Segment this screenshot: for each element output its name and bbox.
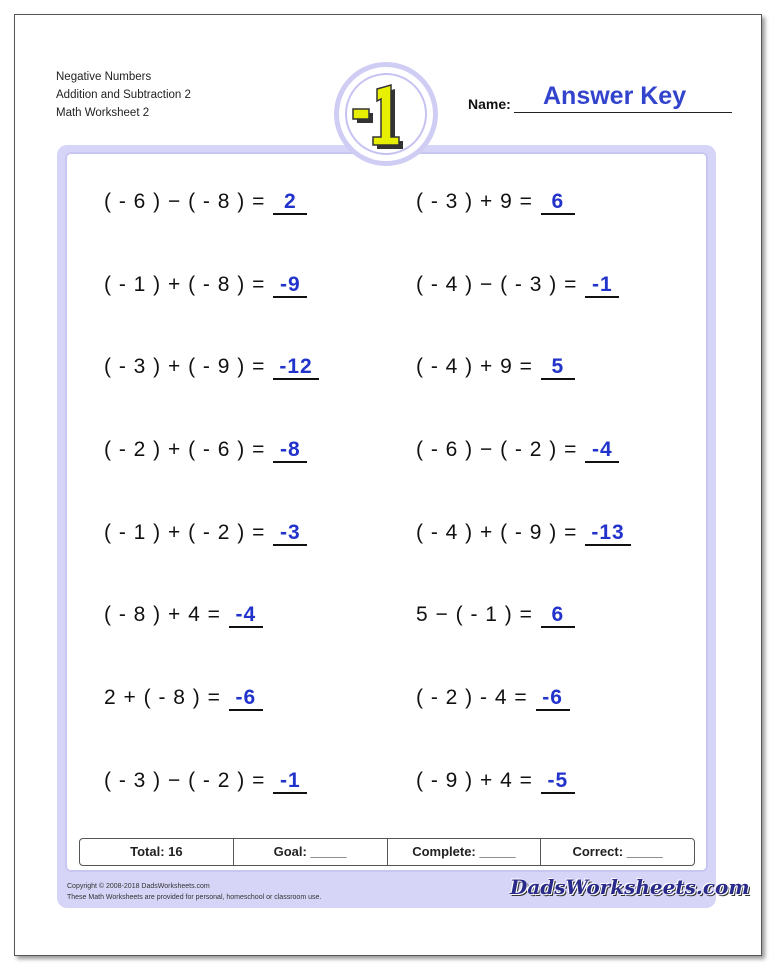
problem-expression: ( - 8 ) + 4 = <box>104 603 221 626</box>
name-value: Answer Key <box>543 82 687 110</box>
problem-expression: ( - 6 ) − ( - 2 ) = <box>416 438 578 461</box>
problem-expression: ( - 9 ) + 4 = <box>416 769 533 792</box>
answer-field[interactable]: -4 <box>585 439 619 463</box>
problem-expression: ( - 1 ) + ( - 2 ) = <box>104 521 266 544</box>
answer-field[interactable]: -3 <box>273 522 307 546</box>
problem-expression: ( - 1 ) + ( - 8 ) = <box>104 273 266 296</box>
problem <box>416 769 575 794</box>
problem <box>416 355 575 380</box>
problem <box>104 355 319 380</box>
correct-field: Correct: _____ <box>572 844 663 859</box>
answer-field[interactable]: -12 <box>273 356 318 380</box>
answer-field[interactable]: -6 <box>536 687 570 711</box>
answer-field[interactable]: -1 <box>273 770 307 794</box>
answer-field[interactable]: 6 <box>541 191 575 215</box>
problem <box>416 686 570 711</box>
problem <box>104 521 307 546</box>
problem-expression: ( - 4 ) + ( - 9 ) = <box>416 521 578 544</box>
problem-expression: 2 + ( - 8 ) = <box>104 686 221 709</box>
problem-expression: ( - 6 ) − ( - 8 ) = <box>104 190 266 213</box>
problem-area <box>65 152 708 872</box>
info-line: Addition and Subtraction 2 <box>56 89 191 101</box>
negative-one-icon <box>339 67 433 161</box>
problem-expression: ( - 3 ) + ( - 9 ) = <box>104 355 266 378</box>
problem <box>416 603 575 628</box>
problem-expression: ( - 3 ) − ( - 2 ) = <box>104 769 266 792</box>
footer-text <box>67 881 321 903</box>
copyright: Copyright © 2008-2018 DadsWorksheets.com <box>67 883 210 890</box>
problem <box>104 769 307 794</box>
problem-expression: ( - 4 ) − ( - 3 ) = <box>416 273 578 296</box>
answer-field[interactable]: -5 <box>541 770 575 794</box>
info-line: Math Worksheet 2 <box>56 107 150 119</box>
negative-one-badge <box>334 62 438 166</box>
problem <box>416 521 631 546</box>
problem <box>104 190 307 215</box>
info-line: Negative Numbers <box>56 71 152 83</box>
problem-expression: ( - 4 ) + 9 = <box>416 355 533 378</box>
goal-field: Goal: _____ <box>234 839 388 865</box>
problem <box>104 438 307 463</box>
problem-expression: ( - 3 ) + 9 = <box>416 190 533 213</box>
score-bar <box>79 838 695 866</box>
problem <box>416 438 619 463</box>
complete-field: Complete: _____ <box>388 839 542 865</box>
problem <box>416 273 619 298</box>
problem <box>416 190 575 215</box>
usage-note: These Math Worksheets are provided for personal, homeschool or classroom use. <box>67 894 322 901</box>
dadsworksheets-logo: DadsWorksheets.com <box>510 875 750 899</box>
answer-field[interactable]: -1 <box>585 274 619 298</box>
worksheet-info <box>56 68 191 122</box>
problem <box>104 603 263 628</box>
problem-expression: ( - 2 ) - 4 = <box>416 686 528 709</box>
problem <box>104 686 263 711</box>
problem-expression: 5 − ( - 1 ) = <box>416 603 533 626</box>
answer-field[interactable]: -9 <box>273 274 307 298</box>
name-label: Name: <box>468 96 511 112</box>
answer-field[interactable]: 5 <box>541 356 575 380</box>
problem <box>104 273 307 298</box>
total-count: Total: 16 <box>80 839 234 865</box>
name-field[interactable] <box>514 112 732 113</box>
problem-expression: ( - 2 ) + ( - 6 ) = <box>104 438 266 461</box>
answer-field[interactable]: -8 <box>273 439 307 463</box>
answer-field[interactable]: 2 <box>273 191 307 215</box>
answer-field[interactable]: 6 <box>541 604 575 628</box>
answer-field[interactable]: -6 <box>229 687 263 711</box>
answer-field[interactable]: -4 <box>229 604 263 628</box>
answer-field[interactable]: -13 <box>585 522 630 546</box>
